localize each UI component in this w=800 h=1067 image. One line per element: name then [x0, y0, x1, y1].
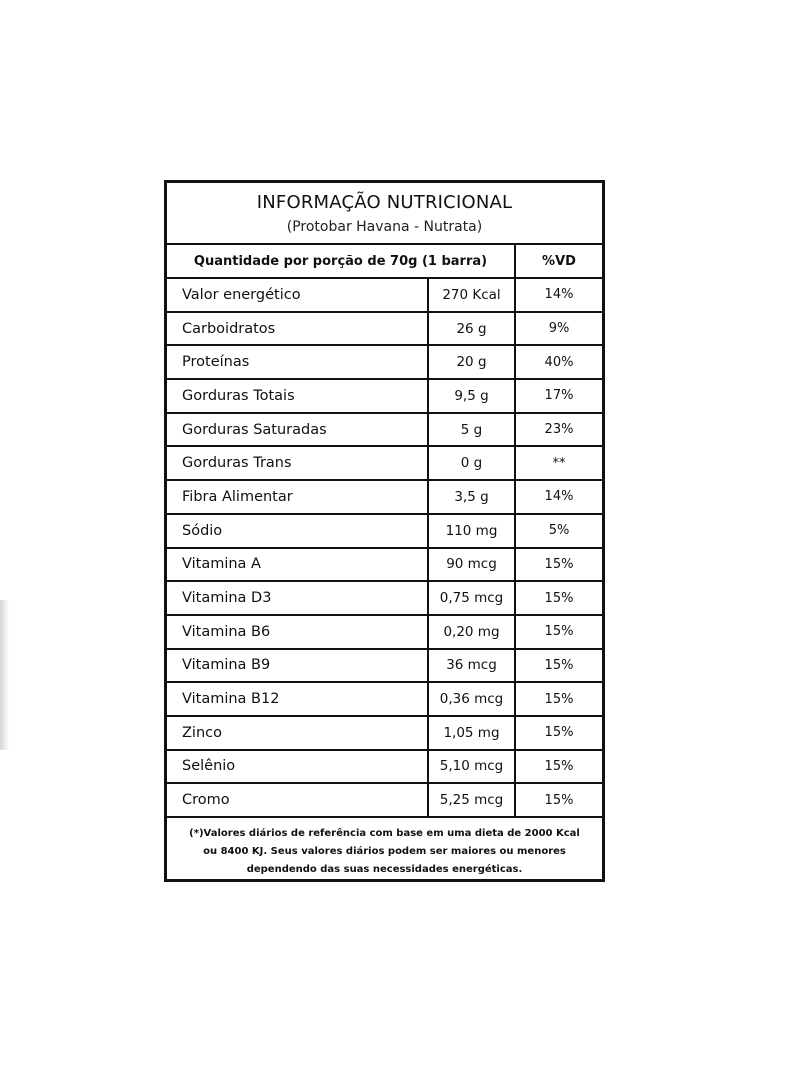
- nutrient-daily-value: 14%: [544, 489, 574, 505]
- nutrient-amount: 0,75 mcg: [429, 582, 516, 614]
- nutrient-daily-value: 15%: [544, 657, 574, 673]
- nutrient-amount: 26 g: [429, 313, 516, 345]
- nutrient-name: Fibra Alimentar: [167, 481, 429, 513]
- table-row: [167, 616, 602, 650]
- nutrient-daily-value: 40%: [544, 354, 574, 370]
- nutrient-daily-value: 9%: [548, 321, 570, 337]
- table-row: [167, 751, 602, 785]
- nutrient-name: Vitamina A: [167, 549, 429, 581]
- table-subtitle: (Protobar Havana - Nutrata): [286, 219, 483, 235]
- table-row: [167, 717, 602, 751]
- nutrient-daily-value: 5%: [548, 523, 570, 539]
- nutrient-name: Gorduras Trans: [167, 447, 429, 479]
- nutrient-daily-value: 17%: [544, 388, 574, 404]
- nutrient-name: Zinco: [167, 717, 429, 749]
- header-daily-value: %VD: [542, 253, 576, 269]
- table-row: [167, 515, 602, 549]
- nutrient-amount: 5,10 mcg: [429, 751, 516, 783]
- nutrient-amount: 5,25 mcg: [429, 784, 516, 816]
- table-row: [167, 346, 602, 380]
- table-title-block: [167, 183, 602, 245]
- table-row: [167, 414, 602, 448]
- nutrient-amount: 3,5 g: [429, 481, 516, 513]
- nutrient-amount: 20 g: [429, 346, 516, 378]
- table-footnote: (*)Valores diários de referência com base em uma dieta de 2000 Kcal ou 8400 KJ. Seus valores diários podem ser maiores ou menores dependendo das suas necessidades energéticas.: [189, 828, 580, 875]
- nutrient-amount: 0 g: [429, 447, 516, 479]
- nutrient-name: Cromo: [167, 784, 429, 816]
- nutrient-daily-value: 15%: [544, 556, 574, 572]
- table-row: [167, 313, 602, 347]
- table-header-row: [167, 245, 602, 279]
- nutrient-name: Valor energético: [167, 279, 429, 311]
- nutrient-name: Proteínas: [167, 346, 429, 378]
- nutrient-name: Vitamina B6: [167, 616, 429, 648]
- nutrient-name: Selênio: [167, 751, 429, 783]
- nutrient-name: Vitamina B12: [167, 683, 429, 715]
- nutrient-amount: 0,20 mg: [429, 616, 516, 648]
- nutrient-amount: 1,05 mg: [429, 717, 516, 749]
- nutrient-amount: 9,5 g: [429, 380, 516, 412]
- table-row: [167, 784, 602, 818]
- nutrient-daily-value: **: [552, 455, 566, 471]
- nutrient-name: Vitamina D3: [167, 582, 429, 614]
- nutrient-daily-value: 15%: [544, 792, 574, 808]
- nutrition-facts-table: [164, 180, 605, 882]
- nutrient-daily-value: 14%: [544, 287, 574, 303]
- left-edge-shadow: [0, 600, 9, 750]
- header-serving-size: Quantidade por porção de 70g (1 barra): [167, 245, 516, 277]
- nutrient-name: Gorduras Saturadas: [167, 414, 429, 446]
- nutrient-name: Vitamina B9: [167, 650, 429, 682]
- table-row: [167, 650, 602, 684]
- table-row: [167, 683, 602, 717]
- nutrient-amount: 270 Kcal: [429, 279, 516, 311]
- nutrient-amount: 110 mg: [429, 515, 516, 547]
- nutrient-amount: 36 mcg: [429, 650, 516, 682]
- nutrient-daily-value: 15%: [544, 725, 574, 741]
- table-row: [167, 380, 602, 414]
- table-title: INFORMAÇÃO NUTRICIONAL: [256, 192, 513, 213]
- nutrient-name: Carboidratos: [167, 313, 429, 345]
- nutrient-daily-value: 15%: [544, 624, 574, 640]
- nutrient-daily-value: 15%: [544, 590, 574, 606]
- nutrient-name: Gorduras Totais: [167, 380, 429, 412]
- table-row: [167, 447, 602, 481]
- nutrient-daily-value: 15%: [544, 758, 574, 774]
- nutrient-amount: 0,36 mcg: [429, 683, 516, 715]
- nutrient-daily-value: 15%: [544, 691, 574, 707]
- table-row: [167, 279, 602, 313]
- nutrient-name: Sódio: [167, 515, 429, 547]
- nutrient-amount: 5 g: [429, 414, 516, 446]
- table-row: [167, 481, 602, 515]
- table-row: [167, 549, 602, 583]
- table-row: [167, 582, 602, 616]
- nutrient-daily-value: 23%: [544, 422, 574, 438]
- nutrient-amount: 90 mcg: [429, 549, 516, 581]
